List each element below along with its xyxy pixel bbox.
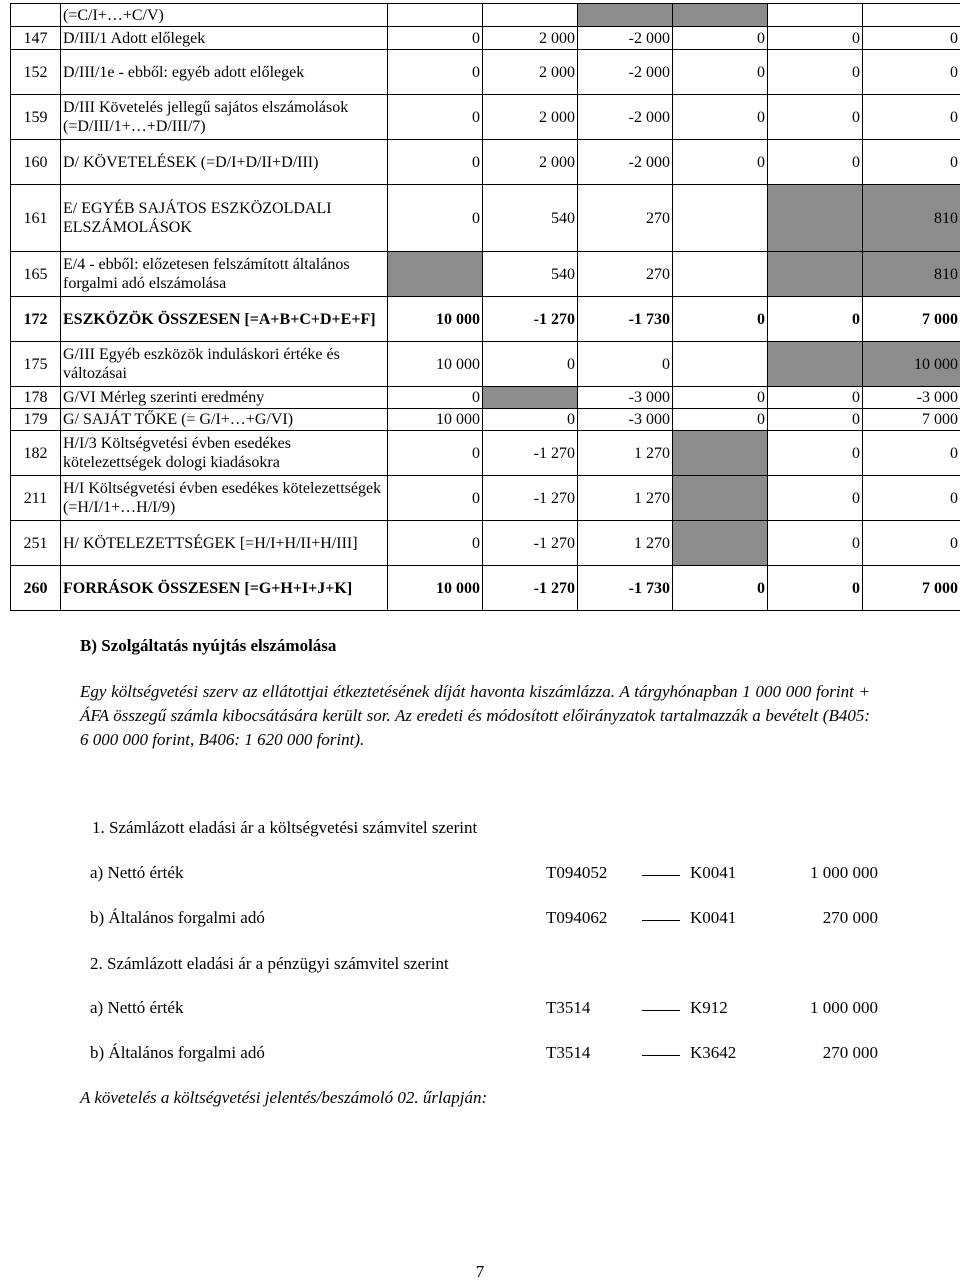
row-value-4 [673,185,768,252]
row-value-3 [578,4,673,27]
table-row [11,252,960,297]
table-row [11,185,960,252]
entry-debit: T094062 [546,908,607,928]
row-value-5: 0 [768,521,863,566]
row-value-4: 0 [673,409,768,431]
row-value-3: 1 270 [578,476,673,521]
row-code: 161 [11,185,61,252]
row-value-1: 0 [388,476,483,521]
row-value-5: 0 [768,566,863,611]
row-value-6: 7 000 [863,297,960,342]
entry-dash [642,875,680,876]
entry-amount: 1 000 000 [760,998,878,1018]
row-value-5: 0 [768,95,863,140]
entry-debit: T094052 [546,863,607,883]
page-number: 7 [0,1262,960,1282]
entry-label: a) Nettó érték [90,998,183,1018]
row-value-4 [673,431,768,476]
row-value-1: 0 [388,50,483,95]
row-value-3: -2 000 [578,140,673,185]
row-value-3: -3 000 [578,409,673,431]
row-value-6: -3 000 [863,387,960,409]
row-value-4: 0 [673,140,768,185]
row-value-6 [863,4,960,27]
row-value-3: 270 [578,185,673,252]
row-value-1: 10 000 [388,409,483,431]
row-code: 178 [11,387,61,409]
table-row [11,140,960,185]
row-value-5: 0 [768,431,863,476]
row-label: G/VI Mérleg szerinti eredmény [61,387,388,409]
row-value-3: 1 270 [578,431,673,476]
row-value-1: 0 [388,431,483,476]
row-value-1: 0 [388,95,483,140]
row-label: E/4 - ebből: előzetesen felszámított általános forgalmi adó elszámolása [61,252,388,297]
row-label: H/I/3 Költségvetési évben esedékes kötelezettségek dologi kiadásokra [61,431,388,476]
row-value-2: -1 270 [483,431,578,476]
row-value-2: 540 [483,252,578,297]
row-code: 251 [11,521,61,566]
row-value-6: 810 [863,185,960,252]
row-value-5 [768,4,863,27]
row-code: 160 [11,140,61,185]
table-row [11,95,960,140]
entry-credit: K912 [690,998,728,1018]
entry-credit: K0041 [690,863,736,883]
row-value-2 [483,387,578,409]
row-value-4: 0 [673,387,768,409]
entry-dash [642,1010,680,1011]
table-row [11,4,960,27]
row-value-2: 0 [483,342,578,387]
table-row [11,387,960,409]
row-label: G/III Egyéb eszközök induláskori értéke és változásai [61,342,388,387]
row-value-3: 0 [578,342,673,387]
entry-amount: 1 000 000 [760,863,878,883]
row-value-4: 0 [673,95,768,140]
row-code [11,4,61,27]
row-value-6: 0 [863,476,960,521]
row-code: 152 [11,50,61,95]
row-label: H/ KÖTELEZETTSÉGEK [=H/I+H/II+H/III] [61,521,388,566]
row-value-4 [673,521,768,566]
row-value-3: -1 730 [578,566,673,611]
entry-label: a) Nettó érték [90,863,183,883]
row-value-5: 0 [768,409,863,431]
row-value-6: 0 [863,95,960,140]
row-code: 179 [11,409,61,431]
table-row [11,566,960,611]
entry-dash [642,920,680,921]
row-value-5: 0 [768,50,863,95]
row-value-3: -3 000 [578,387,673,409]
row-value-4: 0 [673,297,768,342]
row-value-2: 2 000 [483,140,578,185]
task-paragraph: Egy költségvetési szerv az ellátottjai étkeztetésének díját havonta kiszámlázza. A tárgyhónapban 1 000 000 forint + ÁFA összegű számla kibocsátására került sor. Az eredeti és módosított előirányzatok tartalmazzák a bevételt (B405: 6 000 000 forint, B406: 1 620 000 forint). [80,680,870,752]
row-value-2: 2 000 [483,27,578,50]
step-2-heading: 2. Számlázott eladási ár a pénzügyi számvitel szerint [90,954,449,974]
row-value-6: 0 [863,521,960,566]
row-value-5 [768,252,863,297]
row-code: 147 [11,27,61,50]
row-value-1: 0 [388,27,483,50]
closing-note: A követelés a költségvetési jelentés/beszámoló 02. űrlapján: [80,1088,487,1108]
row-code: 260 [11,566,61,611]
row-value-5 [768,185,863,252]
row-value-1: 10 000 [388,342,483,387]
table-row [11,50,960,95]
row-label: FORRÁSOK ÖSSZESEN [=G+H+I+J+K] [61,566,388,611]
row-value-3: -2 000 [578,95,673,140]
row-value-1: 10 000 [388,566,483,611]
row-label: G/ SAJÁT TŐKE (= G/I+…+G/VI) [61,409,388,431]
row-value-4: 0 [673,50,768,95]
section-title: B) Szolgáltatás nyújtás elszámolása [80,636,336,656]
row-value-1 [388,4,483,27]
row-code: 172 [11,297,61,342]
row-value-2: 0 [483,409,578,431]
entry-dash [642,1055,680,1056]
row-value-5: 0 [768,387,863,409]
row-value-6: 7 000 [863,409,960,431]
row-value-4: 0 [673,27,768,50]
row-value-2: 2 000 [483,50,578,95]
row-value-6: 10 000 [863,342,960,387]
entry-debit: T3514 [546,1043,590,1063]
row-label: D/III/1 Adott előlegek [61,27,388,50]
row-value-3: -2 000 [578,50,673,95]
balance-table [10,3,960,611]
entry-credit: K3642 [690,1043,736,1063]
row-value-6: 0 [863,140,960,185]
row-value-6: 7 000 [863,566,960,611]
row-value-2: 2 000 [483,95,578,140]
table-row [11,27,960,50]
row-value-2 [483,4,578,27]
row-label: D/ KÖVETELÉSEK (=D/I+D/II+D/III) [61,140,388,185]
table-row [11,476,960,521]
row-value-5: 0 [768,27,863,50]
row-value-6: 0 [863,50,960,95]
row-code: 175 [11,342,61,387]
row-value-2: -1 270 [483,476,578,521]
row-value-3: 1 270 [578,521,673,566]
entry-credit: K0041 [690,908,736,928]
entry-debit: T3514 [546,998,590,1018]
row-code: 182 [11,431,61,476]
entry-label: b) Általános forgalmi adó [90,1043,265,1063]
row-value-5: 0 [768,476,863,521]
row-value-6: 810 [863,252,960,297]
row-label: E/ EGYÉB SAJÁTOS ESZKÖZOLDALI ELSZÁMOLÁSOK [61,185,388,252]
row-value-5: 0 [768,140,863,185]
row-value-4 [673,4,768,27]
table-row [11,521,960,566]
row-value-5: 0 [768,297,863,342]
row-value-1: 10 000 [388,297,483,342]
row-label: (=C/I+…+C/V) [61,4,388,27]
table-row [11,342,960,387]
row-value-6: 0 [863,431,960,476]
table-row [11,297,960,342]
step-1-heading: 1. Számlázott eladási ár a költségvetési számvitel szerint [92,818,477,838]
row-value-1: 0 [388,140,483,185]
row-value-3: -2 000 [578,27,673,50]
row-value-3: -1 730 [578,297,673,342]
row-value-2: 540 [483,185,578,252]
row-value-1: 0 [388,521,483,566]
row-label: H/I Költségvetési évben esedékes kötelezettségek (=H/I/1+…H/I/9) [61,476,388,521]
row-value-1: 0 [388,185,483,252]
table-row [11,431,960,476]
row-value-2: -1 270 [483,521,578,566]
row-value-1 [388,252,483,297]
row-value-4 [673,342,768,387]
row-label: ESZKÖZÖK ÖSSZESEN [=A+B+C+D+E+F] [61,297,388,342]
row-value-4: 0 [673,566,768,611]
row-code: 165 [11,252,61,297]
entry-label: b) Általános forgalmi adó [90,908,265,928]
row-code: 211 [11,476,61,521]
row-value-5 [768,342,863,387]
row-value-3: 270 [578,252,673,297]
row-label: D/III Követelés jellegű sajátos elszámolások (=D/III/1+…+D/III/7) [61,95,388,140]
row-value-2: -1 270 [483,566,578,611]
entry-amount: 270 000 [760,908,878,928]
row-value-4 [673,252,768,297]
table-row [11,409,960,431]
entry-amount: 270 000 [760,1043,878,1063]
row-label: D/III/1e - ebből: egyéb adott előlegek [61,50,388,95]
row-value-1: 0 [388,387,483,409]
row-code: 159 [11,95,61,140]
row-value-2: -1 270 [483,297,578,342]
row-value-6: 0 [863,27,960,50]
row-value-4 [673,476,768,521]
